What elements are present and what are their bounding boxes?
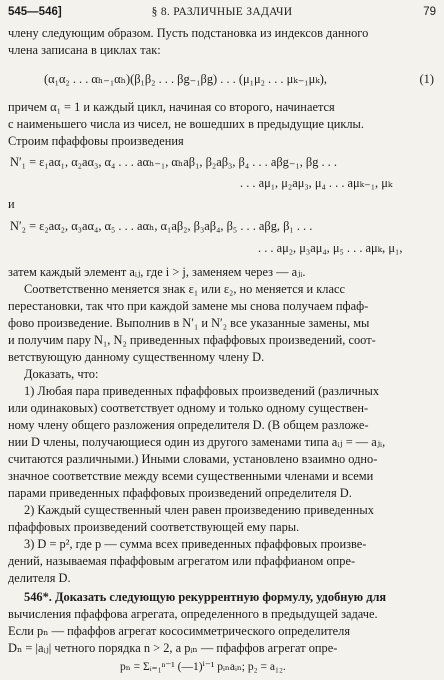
text-line: парами приведенных пфаффовых произведений определителя D. <box>8 486 352 500</box>
text-line: члена записана в циклах так: <box>8 43 161 57</box>
text-line: значное соответствие между всеми существенными членами и всеми <box>8 469 374 483</box>
text-line: вычисления пфаффова агрегата, определенного в предыдущей задаче. <box>8 607 378 621</box>
text-line: Если pₙ — пфаффов агрегат кососимметрического определителя <box>8 624 351 638</box>
equation-number: (1) <box>419 72 434 86</box>
text-line: причем α₁ = 1 и каждый цикл, начиная со второго, начинается <box>8 100 335 114</box>
text-line: ному члену общего разложения определителя D. (В общем разложе- <box>8 418 369 432</box>
text-line: Соответственно меняется знак ε₁ или ε₂, но меняется и класс <box>24 282 345 296</box>
text-line: Доказать, что: <box>24 367 99 381</box>
section-title: § 8. РАЗЛИЧНЫЕ ЗАДАЧИ <box>151 6 293 18</box>
text-line: и получим пару N₁, N₂ приведенных пфаффовых произведений, соот- <box>8 333 376 347</box>
text-line: 1) Любая пара приведенных пфаффовых произведений (различных <box>24 384 380 398</box>
text-line: 2) Каждый существенный член равен произведению приведенных <box>24 503 374 517</box>
text-line: члену следующим образом. Пусть подстановка из индексов данного <box>8 26 369 40</box>
text-line: перестановки, так что при каждой замене мы снова получаем пфаф- <box>8 299 369 313</box>
text-line: ветствующую данному существенному члену D. <box>8 350 265 364</box>
text-line: затем каждый элемент aᵢⱼ, где i > j, заменяем через — aⱼᵢ. <box>8 265 306 279</box>
cycles-equation: (α₁α₂ . . . αₕ₋₁αₕ)(β₁β₂ . . . βg₋₁βg) . . . (μ₁μ₂ . . . μₖ₋₁μₖ), <box>44 72 327 86</box>
n1-equation-line1: N′₁ = ε₁aα₁, α₂aα₃, α₄ . . . aαₕ₋₁, αₕaβ₁, β₂aβ₃, β₄ . . . aβg₋₁, βg . . . <box>10 155 337 169</box>
problem-546-line: 546*. Доказать следующую рекуррентную формулу, удобную для <box>24 590 387 604</box>
n2-equation-line1: N′₂ = ε₂aα₂, α₃aα₄, α₅ . . . aαₕ, α₁aβ₂, β₃aβ₄, β₅ . . . aβg, β₁ . . . <box>10 219 313 233</box>
page-range: 545—546] <box>8 6 62 18</box>
text-line: и <box>8 197 15 211</box>
text-line: фово произведение. Выполнив в N′₁ и N′₂ все указанные замены, мы <box>8 316 370 330</box>
text-line: считаются различными.) Иными словами, установлено взаимно одно- <box>8 452 378 466</box>
text-line: или одинаковых) соответствует одному и только одному существен- <box>8 401 369 415</box>
text-line: пфаффовых произведений соответствующей ему пары. <box>8 520 300 534</box>
text-line: с наименьшего числа из чисел, не вошедших в предыдущие циклы. <box>8 117 364 131</box>
text-line: Dₙ = |aᵢⱼ| четного порядка n > 2, а pᵢₙ — пфаффов агрегат опре- <box>8 641 338 655</box>
text-line: нии D члены, получающиеся один из другого заменами типа aᵢⱼ = — aⱼᵢ, <box>8 435 386 449</box>
text-line: дений, называемая пфаффовым агрегатом или пфаффианом опре- <box>8 554 356 568</box>
text-line: 3) D = p², где p — сумма всех приведенных пфаффовых произве- <box>24 537 367 551</box>
text-line: Строим пфаффовы произведения <box>8 134 184 148</box>
text-line: делителя D. <box>8 571 71 585</box>
page-number: 79 <box>423 6 436 18</box>
recurrence-formula: pₙ = Σᵢ₌₁ⁿ⁻¹ (—1)ⁱ⁻¹ pᵢₙaᵢₙ; p₂ = a₁₂. <box>120 661 286 673</box>
n1-equation-line2: . . . aμ₁, μ₂aμ₃, μ₄ . . . aμₖ₋₁, μₖ <box>240 176 393 190</box>
running-header <box>8 6 436 22</box>
n2-equation-line2: . . . aμ₂, μ₃aμ₄, μ₅ . . . aμₖ, μ₁, <box>258 241 403 255</box>
